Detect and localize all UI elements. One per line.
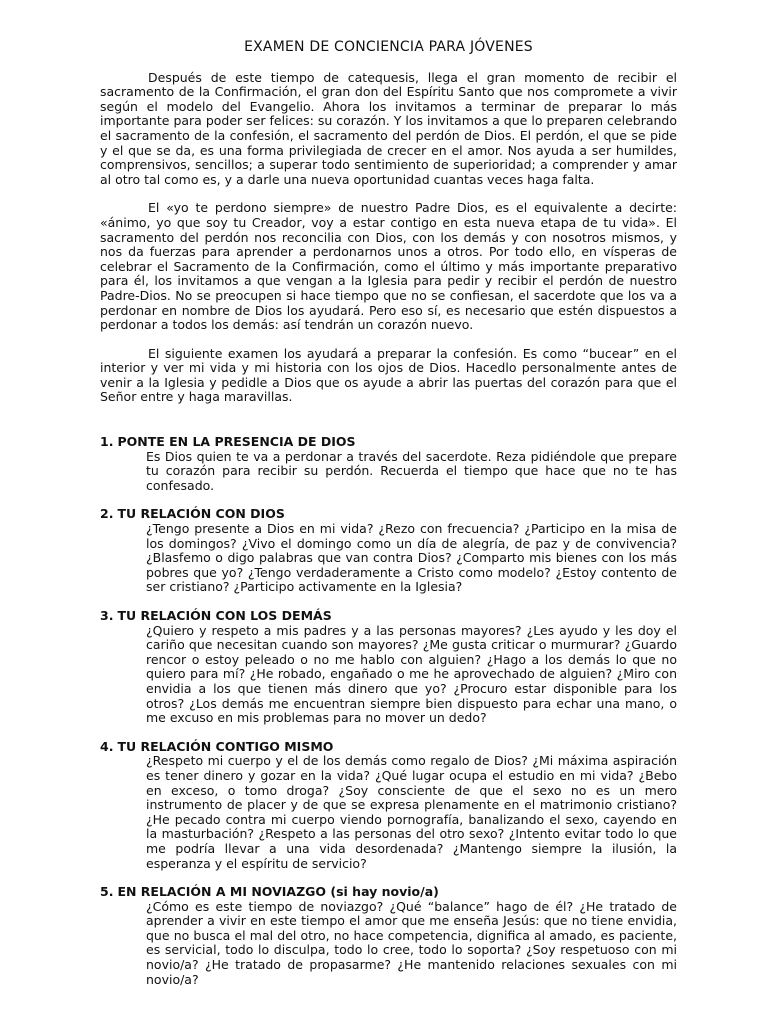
section-body: Es Dios quien te va a perdonar a través del sacerdote. Reza pidiéndole que prepare tu corazón para recibir su perdón. Recuerda el tiempo que hace que no te has confesado.	[146, 448, 677, 493]
section-number: 2.	[100, 506, 114, 522]
document-title: EXAMEN DE CONCIENCIA PARA JÓVENES	[244, 39, 533, 55]
section-body: ¿Quiero y respeto a mis padres y a las personas mayores? ¿Les ayudo y les doy el cariño que necesitan cuando son mayores? ¿Me gusta criticar o murmurar? ¿Guardo rencor o estoy peleado o no me hablo con alguien? ¿Hago a los demás lo que no quiero para mí? ¿He robado, engañado o me he aprovechado de alguien? ¿Miro con envidia a los que tienen más dinero que yo? ¿Procuro estar disponible para los otros? ¿Los demás me encuentran siempre bien dispuesto para echar una mano, o me excuso en mis problemas para no mover un dedo?	[146, 622, 677, 726]
section-number: 5.	[100, 884, 114, 900]
section-body: ¿Respeto mi cuerpo y el de los demás como regalo de Dios? ¿Mi máxima aspiración es tener dinero y gozar en la vida? ¿Qué lugar ocupa el estudio en mi vida? ¿Bebo en exceso, o tomo droga? ¿Soy consciente de que el sexo no es un mero instrumento de placer y de que se expresa plenamente en el matrimonio cristiano? ¿He pecado contra mi cuerpo viendo pornografía, banalizando el sexo, cayendo en la masturbación? ¿Respeto a las personas del otro sexo? ¿Intento evitar todo lo que me podría llevar a una vida desordenada? ¿Mantengo siempre la ilusión, la esperanza y el espíritu de servicio?	[146, 753, 677, 871]
section-4	[100, 740, 677, 871]
section-heading	[100, 507, 677, 522]
intro-paragraph-1: Después de este tiempo de catequesis, llega el gran momento de recibir el sacramento de la Confirmación, el gran don del Espíritu Santo que nos compromete a vivir según el modelo del Evangelio. Ahora los invitamos a terminar de preparar lo más importante para poder ser felices: su corazón. Y los invitamos a que lo preparen celebrando el sacramento de la confesión, el sacramento del perdón de Dios. El perdón, el que se pide y el que se da, es una forma privilegiada de crecer en el amor. Nos ayuda a ser humildes, comprensivos, sencillos; a superar todo sentimiento de superioridad; a comprender y amar al otro tal como es, y a darle una nueva oportunidad cuantas veces haga falta.	[100, 69, 677, 187]
section-title: TU RELACIÓN CON DIOS	[117, 506, 285, 522]
intro-paragraph-2: El «yo te perdono siempre» de nuestro Padre Dios, es el equivalente a decirte: «ánimo, yo que soy tu Creador, voy a estar contigo en esta nueva etapa de tu vida». El sacramento del perdón nos reconcilia con Dios, con los demás y con nosotros mismos, y nos da fuerzas para aprender a perdonarnos unos a otros. Por todo ello, en vísperas de celebrar el Sacramento de la Confirmación, como el último y más importante preparativo para él, los invitamos a que vengan a la Iglesia para pedir y recibir el perdón de nuestro Padre-Dios. No se preocupen si hace tiempo que no se confiesan, el sacerdote que los va a perdonar en nombre de Dios los ayudará. Pero eso sí, es necesario que estén dispuestos a perdonar a todos los demás: así tendrán un corazón nuevo.	[100, 200, 677, 333]
section-title: TU RELACIÓN CONTIGO MISMO	[117, 738, 334, 754]
section-1	[100, 435, 677, 493]
section-2	[100, 507, 677, 595]
section-body: ¿Tengo presente a Dios en mi vida? ¿Rezo con frecuencia? ¿Participo en la misa de los domingos? ¿Vivo el domingo como un día de alegría, de paz y de convivencia? ¿Blasfemo o digo palabras que van contra Dios? ¿Comparto mis bienes con los más pobres que yo? ¿Tengo verdaderamente a Cristo como modelo? ¿Estoy contento de ser cristiano? ¿Participo activamente en la Iglesia?	[146, 521, 677, 595]
intro	[100, 71, 677, 405]
document-page	[100, 40, 677, 1001]
section-title: PONTE EN LA PRESENCIA DE DIOS	[117, 434, 356, 450]
section-title: TU RELACIÓN CON LOS DEMÁS	[117, 608, 332, 623]
section-heading	[100, 435, 677, 450]
intro-paragraph-3: El siguiente examen los ayudará a preparar la confesión. Es como “bucear” en el interior y ver mi vida y mi historia con los ojos de Dios. Hacedlo personalmente antes de venir a la Iglesia y pedidle a Dios que os ayude a abrir las puertas del corazón para que el Señor entre y haga maravillas.	[100, 345, 677, 405]
section-number: 1.	[100, 434, 114, 450]
section-number: 4.	[100, 738, 114, 754]
section-3	[100, 609, 677, 726]
section-title: EN RELACIÓN A MI NOVIAZGO (si hay novio/a)	[117, 884, 439, 900]
section-5	[100, 885, 677, 987]
section-body: ¿Cómo es este tiempo de noviazgo? ¿Qué “balance” hago de él? ¿He tratado de aprender a vivir en este tiempo el amor que me enseña Jesús: que no tiene envidia, que no busca el mal del otro, no hace competencia, dignifica al amado, es paciente, es servicial, todo lo disculpa, todo lo cree, todo lo soporta? ¿Soy respetuoso con mi novio/a? ¿He tratado de propasarme? ¿He mantenido relaciones sexuales con mi novio/a?	[146, 898, 677, 987]
section-heading	[100, 740, 677, 755]
section-heading	[100, 609, 677, 624]
section-number: 3.	[100, 608, 114, 623]
section-heading	[100, 885, 677, 900]
